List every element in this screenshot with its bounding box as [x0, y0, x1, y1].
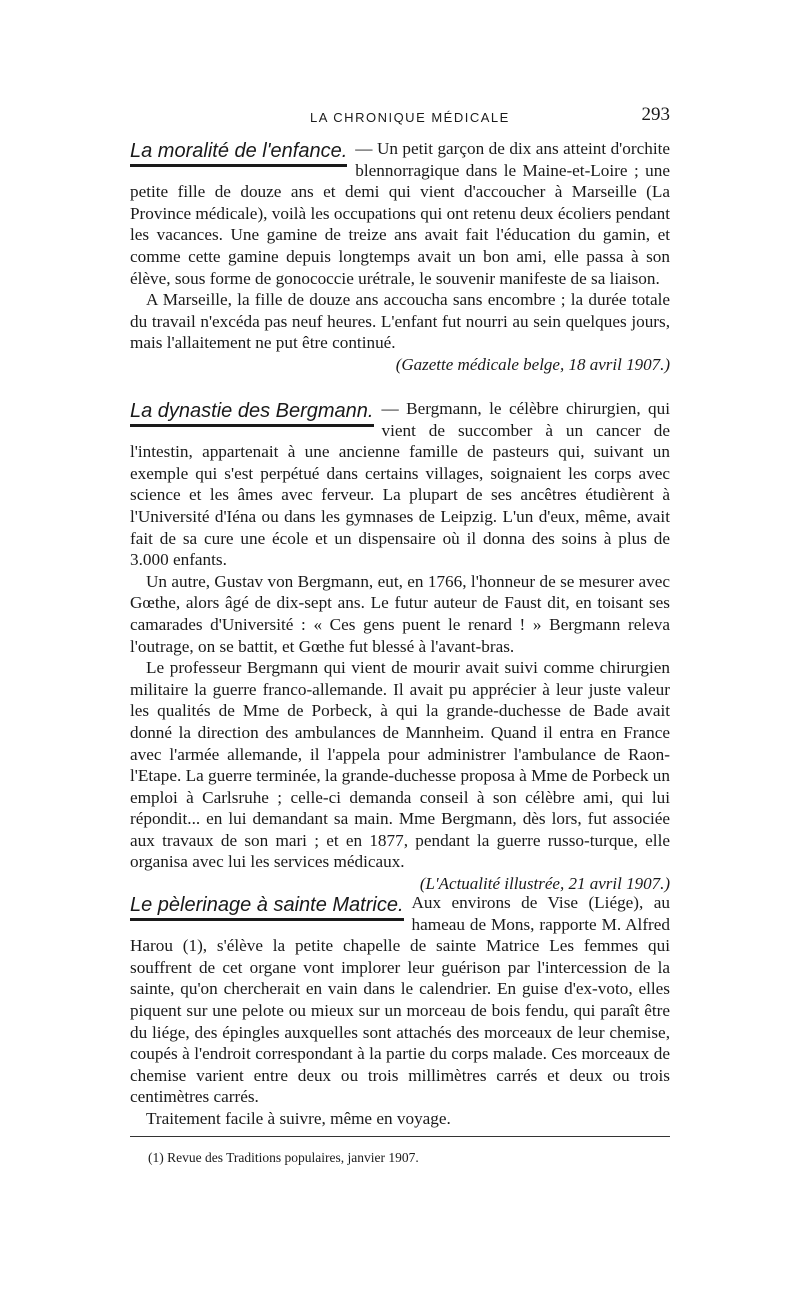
article-paragraph — [130, 138, 670, 289]
paragraph-text: Aux environs de Vise (Liége), au hameau de Mons, rapporte M. Alfred Harou (1), s'élève la petite chapelle de sainte Matrice Les femmes qui souffrent de cet organe vont implorer leur guérison par l'intercession de la sainte, qu'on chercherait en vain dans le calendrier. En guise d'ex-voto, elles piquent sur une pelote ou mieux sur un morceau de bois fendu, qui paraît être du liége, des épingles auxquelles sont attachés des morceaux de leur chemise, coupés à l'endroit correspondant à la partie du corps malade. Ces morceaux de chemise varient entre deux ou trois millimètres carrés et deux ou trois centimètres carrés. — [130, 893, 670, 1107]
paragraph-text: Bergmann, le célèbre chirurgien, qui vient de succomber à un cancer de l'intestin, appartenait à une ancienne famille de pasteurs qui, suivant un exemple qui s'est perpétué dans certains villages, soignaient les corps avec science et les âmes avec ferveur. La plupart de ses ancêtres étudièrent à l'Université d'Iéna ou dans les gymnases de Leipzig. L'un d'eux, même, avait fait de sa cure une école et un dispensaire où il donna des soins à plus de 3.000 enfants. — [130, 399, 671, 570]
article-heading: La moralité de l'enfance. — [130, 138, 347, 167]
article-paragraph: Un autre, Gustav von Bergmann, eut, en 1766, l'honneur de se mesurer avec Gœthe, alors âgé de dix-sept ans. Le futur auteur de Faust dit, en toisant ses camarades d'Université : « Ces gens puent le renard ! » Bergmann releva l'outrage, on se battit, et Gœthe fut blessé à l'avant-bras. — [130, 571, 670, 656]
footnote-rule — [130, 1136, 670, 1137]
journal-title: LA CHRONIQUE MÉDICALE — [310, 110, 510, 125]
article-paragraph — [130, 892, 670, 1108]
article-pelerinage — [130, 892, 670, 1130]
page-number: 293 — [641, 104, 670, 125]
source-citation: (L'Actualité illustrée, 21 avril 1907.) — [419, 874, 670, 894]
article-paragraph: Le professeur Bergmann qui vient de mourir avait suivi comme chirurgien militaire la guerre franco-allemande. Il avait pu apprécier à leur juste valeur les qualités de Mme de Porbeck, à qui la grande-duchesse de Bade avait donné la direction des ambulances de Mannheim. Quand il entra en France avec l'armée allemande, il l'appela pour administrer l'ambulance de Raon-l'Etape. La guerre terminée, la grande-duchesse proposa à Mme de Porbeck un emploi à Carlsruhe ; celle-ci demanda conseil à son célèbre ami, qui lui répondit... en lui demandant sa main. Mme Bergmann, dès lors, fut associée aux travaux de son mari ; et en 1877, pendant la guerre russo-turque, elle organisa avec lui les services médicaux. — [130, 658, 670, 872]
paragraph-text: Un petit garçon de dix ans atteint d'orchite blennorragique dans le Maine-et-Loire ; une petite fille de douze ans et demi qui vient d'accoucher à Marseille (La Province médicale), voilà les occupations qui ont retenu deux écoliers pendant les vacances. Une gamine de treize ans avait fait l'éducation du gamin, et comme cette gamine depuis longtemps avait un bon ami, elle passa à son élève, sous forme de gonococcie urétrale, le souvenir manifeste de sa liaison. — [130, 139, 670, 288]
article-heading: La dynastie des Bergmann. — [130, 398, 374, 427]
article-paragraph: Traitement facile à suivre, même en voyage. — [146, 1108, 451, 1128]
heading-dash: — — [381, 399, 407, 418]
running-head — [130, 100, 670, 130]
source-citation: (Gazette médicale belge, 18 avril 1907.) — [395, 354, 670, 374]
article-bergmann — [130, 398, 670, 895]
article-heading: Le pèlerinage à sainte Matrice. — [130, 892, 404, 921]
article-paragraph: A Marseille, la fille de douze ans accoucha sans encombre ; la durée totale du travail n'excéda pas neuf heures. L'enfant fut nourri au sein quelques jours, mais l'allaitement ne put être continué. — [130, 290, 670, 353]
footnote: (1) Revue des Traditions populaires, janvier 1907. — [148, 1150, 419, 1165]
article-paragraph — [130, 398, 670, 571]
heading-dash: — — [355, 139, 377, 158]
article-moralite — [130, 138, 670, 376]
